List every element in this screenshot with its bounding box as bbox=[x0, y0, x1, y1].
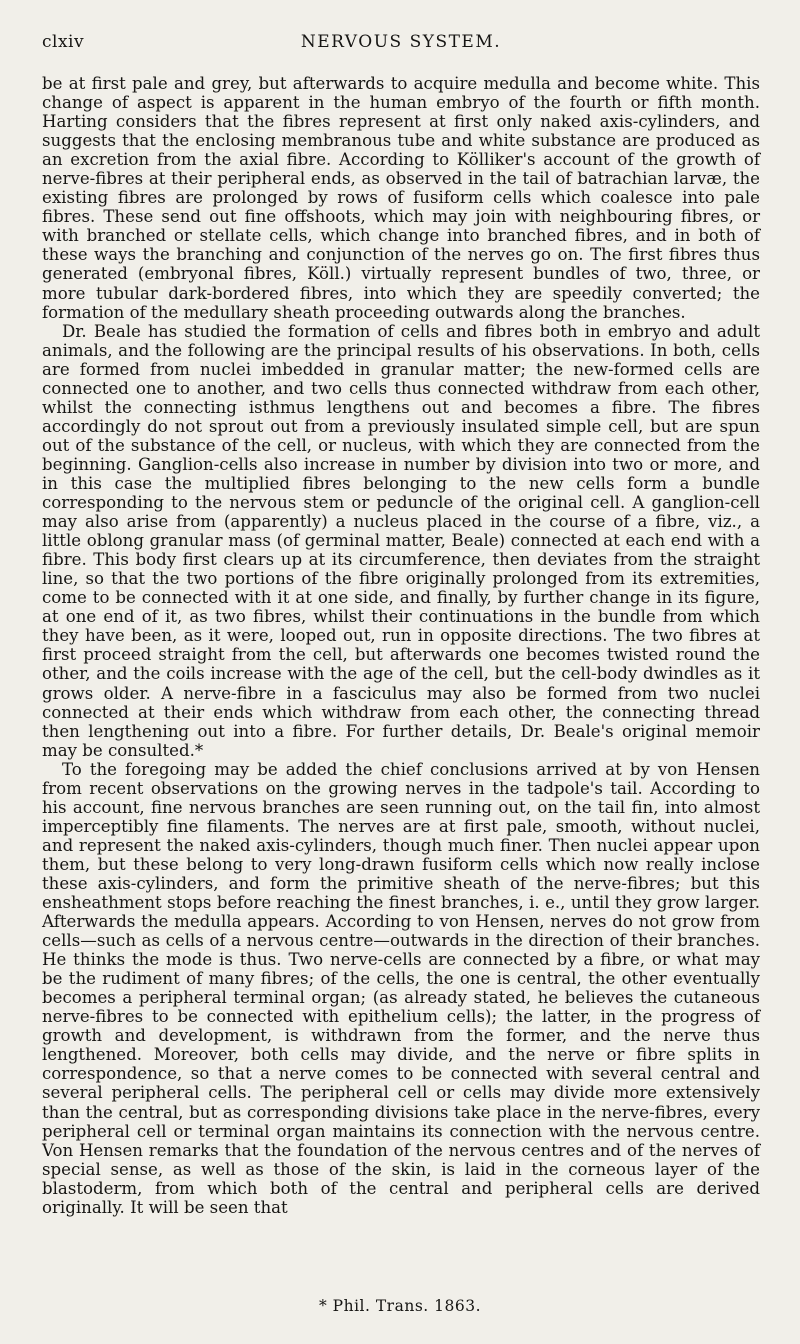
running-title: NERVOUS SYSTEM. bbox=[300, 32, 502, 52]
page-number: clxiv bbox=[42, 32, 85, 52]
body-text bbox=[42, 74, 760, 1217]
paragraph-2: Dr. Beale has studied the formation of cells and fibres both in embryo and adult animals, and the following are the principal results of his observations. In both, cells are formed from nuclei imbedded in granular matter; the new-formed cells are connected one to another, and two cells thus connected withdraw from each other, whilst the connecting isthmus lengthens out and becomes a fibre. The fibres accordingly do not sprout out from a previously insulated simple cell, but are spun out of the substance of the cell, or nucleus, with which they are connected from the beginning. Ganglion-cells also increase in number by division into two or more, and in this case the multiplied fibres belonging to the new cells form a bundle corresponding to the nervous stem or peduncle of the original cell. A ganglion-cell may also arise from (apparently) a nucleus placed in the course of a fibre, viz., a little oblong granular mass (of germinal matter, Beale) connected at each end with a fibre. This body first clears up at its circumference, then deviates from the straight line, so that the two portions of the fibre originally prolonged from its extremities, come to be connected with it at one side, and finally, by further change in its figure, at one end of it, as two fibres, whilst their continuations in the bundle from which they have been, as it were, looped out, run in opposite directions. The two fibres at first proceed straight from the cell, but afterwards one becomes twisted round the other, and the coils increase with the age of the cell, but the cell-body dwindles as it grows older. A nerve-fibre in a fasciculus may also be formed from two nuclei connected at their ends which withdraw from each other, the connecting thread then lengthening out into a fibre. For further details, Dr. Beale's original memoir may be consulted.* bbox=[42, 321, 760, 760]
footnote: * Phil. Trans. 1863. bbox=[318, 1297, 481, 1315]
paragraph-1: be at first pale and grey, but afterwards to acquire medulla and become white. This change of aspect is apparent in the human embryo of the fourth or fifth month. Harting considers that the fibres represent at first only naked axis-cylinders, and suggests that the enclosing membranous tube and white substance are produced as an excretion from the axial fibre. According to Kölliker's account of the growth of nerve-fibres at their peripheral ends, as observed in the tail of batrachian larvæ, the existing fibres are prolonged by rows of fusiform cells which coalesce into pale fibres. These send out fine offshoots, which may join with neighbouring fibres, or with branched or stellate cells, which change into branched fibres, and in both of these ways the branching and conjunction of the nerves go on. The first fibres thus generated (embryonal fibres, Köll.) virtually represent bundles of two, three, or more tubular dark-bordered fibres, into which they are speedily converted; the formation of the medullary sheath proceeding outwards along the branches. bbox=[42, 74, 760, 322]
page-header bbox=[42, 28, 760, 58]
paragraph-3: To the foregoing may be added the chief conclusions arrived at by von Hensen from recent observations on the growing nerves in the tadpole's tail. According to his account, fine nervous branches are seen running out, on the tail fin, into almost imperceptibly fine filaments. The nerves are at first pale, smooth, without nuclei, and represent the naked axis-cylinders, though much finer. Then nuclei appear upon them, but these belong to very long-drawn fusiform cells which now really inclose these axis-cylinders, and form the primitive sheath of the nerve-fibres; but this ensheathment stops before reaching the finest branches, i. e., until they grow larger. Afterwards the medulla appears. According to von Hensen, nerves do not grow from cells—such as cells of a nervous centre—outwards in the direction of their branches. He thinks the mode is thus. Two nerve-cells are connected by a fibre, or what may be the rudiment of many fibres; of the cells, the one is central, the other eventually becomes a peripheral terminal organ; (as already stated, he believes the cutaneous nerve-fibres to be connected with epithelium cells); the latter, in the progress of growth and development, is withdrawn from the former, and the nerve thus lengthened. Moreover, both cells may divide, and the nerve or fibre splits in correspondence, so that a nerve comes to be connected with several central and several peripheral cells. The peripheral cell or cells may divide more extensively than the central, but as corresponding divisions take place in the nerve-fibres, every peripheral cell or terminal organ maintains its connection with the nervous centre. Von Hensen remarks that the foundation of the nervous centres and of the nerves of special sense, as well as those of the skin, is laid in the corneous layer of the blastoderm, from which both of the central and peripheral cells are derived originally. It will be seen that bbox=[42, 759, 760, 1217]
